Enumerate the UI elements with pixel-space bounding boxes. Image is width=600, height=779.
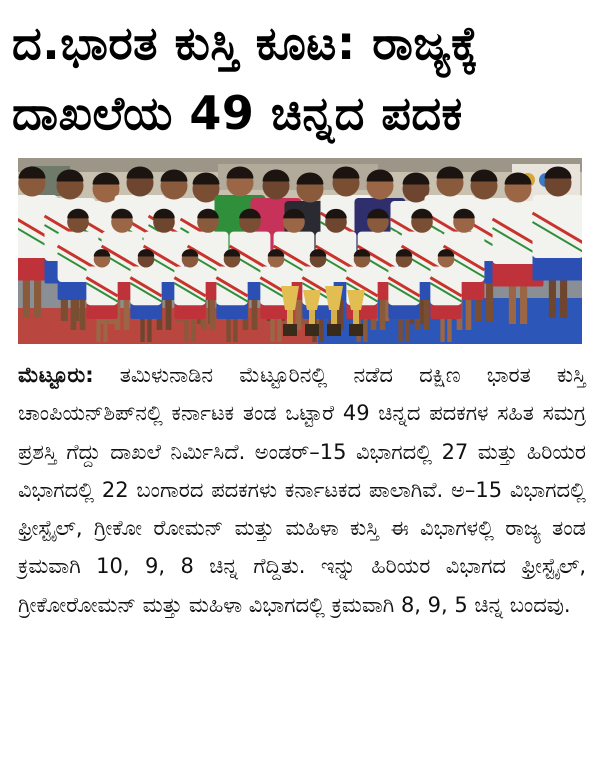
team-photo (18, 158, 582, 344)
leg (363, 316, 367, 342)
leg (226, 316, 230, 342)
leg (34, 276, 41, 318)
trophy-stem (309, 308, 315, 324)
leg (380, 296, 386, 330)
leg (447, 316, 451, 342)
team-photo-illustration (18, 158, 582, 344)
shorts (388, 303, 419, 319)
leg (398, 316, 402, 342)
leg (71, 296, 77, 330)
headline (12, 8, 588, 148)
shorts (216, 303, 247, 319)
trophy-base (349, 324, 363, 336)
headline-line-1: ದ.ಭಾರತ ಕುಸ್ತಿ ಕೂಟ: ರಾಜ್ಯಕ್ಕೆ (12, 16, 479, 70)
leg (184, 316, 188, 342)
leg (191, 316, 195, 342)
trophy-base (327, 324, 341, 336)
shorts (174, 303, 205, 319)
leg (233, 316, 237, 342)
leg (509, 282, 516, 324)
leg (140, 316, 144, 342)
trophy-stem (331, 308, 337, 324)
leg (270, 316, 274, 342)
trophy-stem (287, 308, 293, 324)
leg (252, 296, 258, 330)
leg (103, 316, 107, 342)
leg (560, 276, 567, 318)
leg (80, 296, 86, 330)
shorts (130, 303, 161, 319)
shorts (86, 303, 117, 319)
article-text: ತಮಿಳುನಾಡಿನ ಮೆಟ್ಟೂರಿನಲ್ಲಿ ನಡೆದ ದಕ್ಷಿಣ ಭಾರತ ಕುಸ್ತಿ ಚಾಂಪಿಯನ್‌ಶಿಪ್‌ನಲ್ಲಿ ಕರ್ನಾಟಕ ತಂಡ ಒಟ್ಟಾರೆ 49 ಚಿನ್ನದ ಪದಕಗಳ ಸಹಿತ ಸಮಗ್ರ ಪ್ರಶಸ್ತಿ ಗೆದ್ದು ದಾಖಲೆ ನಿರ್ಮಿಸಿದೆ. ಅಂಡರ್‌–15 ವಿಭಾಗದಲ್ಲಿ 27 ಮತ್ತು ಹಿರಿಯರ ವಿಭಾಗದಲ್ಲಿ 22 ಬಂಗಾರದ ಪದಕಗಳು ಕರ್ನಾಟಕದ ಪಾಲಾಗಿವೆ. ಅ–15 ವಿಭಾಗದಲ್ಲಿ ಫ್ರೀಸ್ಟೈಲ್‌, ಗ್ರೀಕೋ ರೋಮನ್‌ ಮತ್ತು ಮಹಿಳಾ ಕುಸ್ತಿ ಈ ವಿಭಾಗಳಲ್ಲಿ ರಾಜ್ಯ ತಂಡ ಕ್ರಮವಾಗಿ 10, 9, 8 ಚಿನ್ನ ಗೆದ್ದಿತು. ಇನ್ನು ಹಿರಿಯರ ವಿಭಾಗದ ಫ್ರೀಸ್ಟೈಲ್‌, ಗ್ರೀಕೋರೋಮನ್‌ ಮತ್ತು ಮಹಿಳಾ ವಿಭಾಗದಲ್ಲಿ ಕ್ರಮವಾಗಿ 8, 9, 5 ಚಿನ್ನ ಬಂದವು. (18, 363, 586, 617)
leg (166, 296, 172, 330)
trophy-base (283, 324, 297, 336)
leg (96, 316, 100, 342)
article-dateline: ಮೆಟ್ಟೂರು: (18, 363, 94, 387)
leg (124, 296, 130, 330)
trophy-stem (353, 308, 359, 324)
leg (549, 276, 556, 318)
leg (440, 316, 444, 342)
leg (23, 276, 30, 318)
article-body (18, 356, 586, 624)
leg (210, 296, 216, 330)
leg (319, 316, 323, 342)
shorts (533, 255, 583, 281)
leg (466, 296, 472, 330)
leg (277, 316, 281, 342)
shorts (430, 303, 461, 319)
leg (405, 316, 409, 342)
leg (520, 282, 527, 324)
leg (486, 279, 493, 321)
headline-line-2: ದಾಖಲೆಯ 49 ಚಿನ್ನದ ಪದಕ (12, 86, 463, 140)
leg (424, 296, 430, 330)
trophy-base (305, 324, 319, 336)
leg (147, 316, 151, 342)
